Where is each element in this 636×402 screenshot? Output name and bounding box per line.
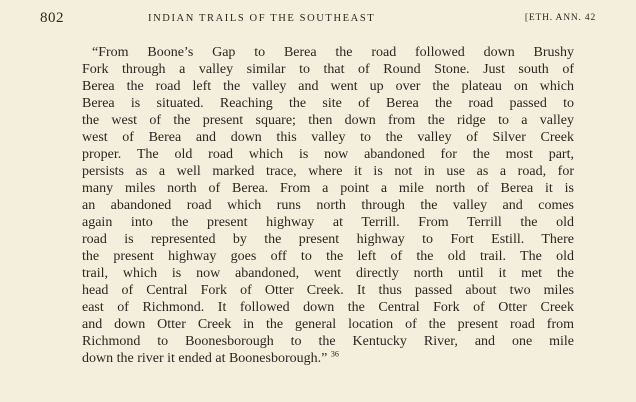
text-line: trail, which is now abandoned, went directly north until it met the (82, 266, 574, 281)
closing-text: down the river it ended at Boonesborough.” (82, 351, 328, 366)
running-reference: [ETH. ANN. 42 (524, 13, 596, 23)
text-line-last (82, 350, 574, 367)
text-line: the present highway goes off to the left of the old trail. The old (82, 249, 574, 264)
text-line: east of Richmond. It followed down the Central Fork of Otter Creek (82, 300, 574, 315)
text-line: and down Otter Creek in the general location of the present road from (82, 317, 574, 332)
text-line: west of Berea and down this valley to the valley of Silver Creek (82, 130, 574, 145)
page-header (40, 10, 596, 30)
text-line: Berea is situated. Reaching the site of Berea the road passed to (82, 96, 574, 111)
text-line: proper. The old road which is now abandoned for the most part, (82, 147, 574, 162)
page-number: 802 (40, 10, 64, 26)
text-line: Richmond to Boonesborough to the Kentucky River, and one mile (82, 334, 574, 349)
text-line: again into the present highway at Terrill. From Terrill the old (82, 215, 574, 230)
text-line: an abandoned road which runs north through the valley and comes (82, 198, 574, 213)
footnote-reference[interactable]: 36 (330, 349, 339, 359)
text-line: head of Central Fork of Otter Creek. It thus passed about two miles (82, 283, 574, 298)
text-line: persists as a well marked trace, where it is not in use as a road, for (82, 164, 574, 179)
text-line: many miles north of Berea. From a point a mile north of Berea it is (82, 181, 574, 196)
quoted-paragraph (82, 44, 574, 367)
text-line: road is represented by the present highway to Fort Estill. There (82, 232, 574, 247)
text-line: Berea the road left the valley and went up over the plateau on which (82, 79, 574, 94)
text-line: the west of the present square; then down from the ridge to a valley (82, 113, 574, 128)
text-line: Fork through a valley similar to that of Round Stone. Just south of (82, 62, 574, 77)
text-line: “From Boone’s Gap to Berea the road followed down Brushy (92, 45, 574, 60)
running-title: INDIAN TRAILS OF THE SOUTHEAST (148, 13, 376, 24)
